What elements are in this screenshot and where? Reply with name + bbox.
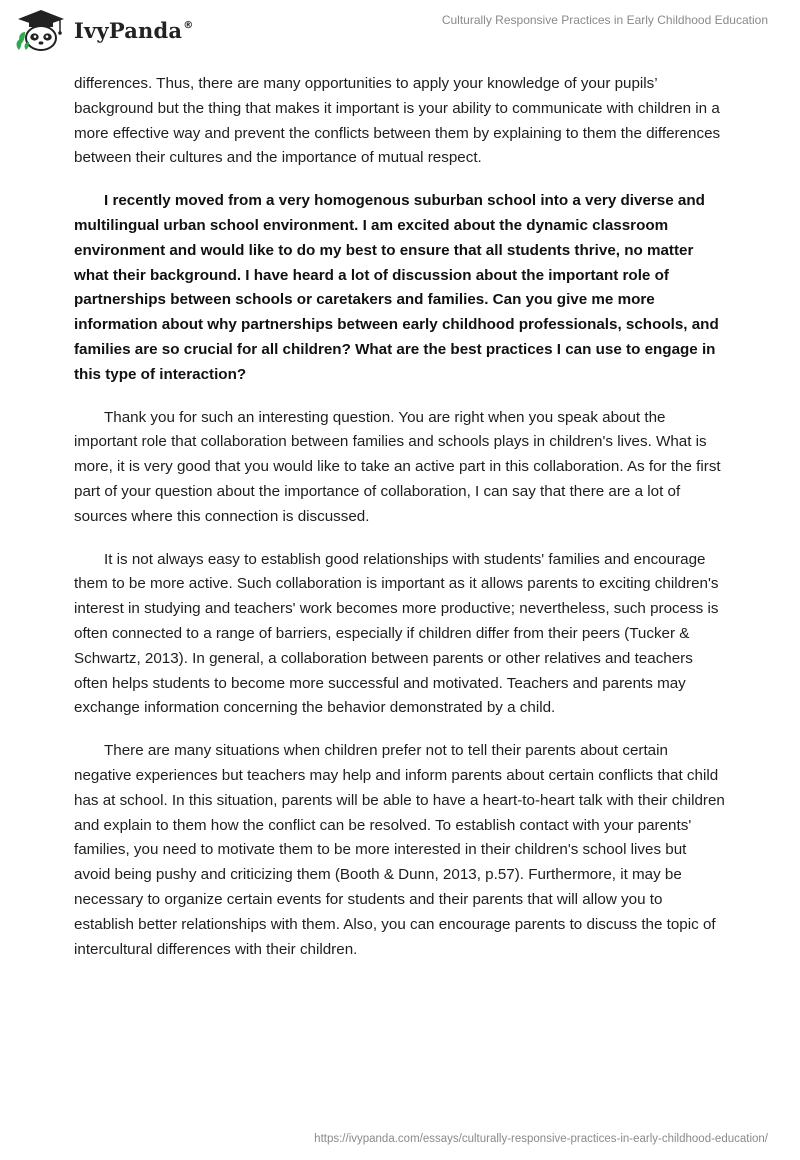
document-title: Culturally Responsive Practices in Early Childhood Education [441,13,768,27]
page-header [0,0,800,60]
paragraph: It is not always easy to establish good relationships with students' families and encourage them to be more active. Such collaboration is important as it allows parents to exciting children's interest in studying and teachers' work becomes more productive; nevertheless, such process is often connected to a range of barriers, especially if children differ from their peers (Tucker & Schwartz, 2013). In general, a collaboration between parents or other relatives and teachers often helps students to become more successful and motivated. Teachers and parents may exchange information concerning the behavior demonstrated by a child. [74,550,719,717]
source-url-link[interactable]: https://ivypanda.com/essays/culturally-responsive-practices-in-early-childhood-education/ [314,1133,768,1145]
brand-name-text: IvyPanda [74,17,183,43]
paragraph: Thank you for such an interesting question. You are right when you speak about the important role that collaboration between families and schools plays in children's lives. What is more, it is very good that you would like to take an active part in this collaboration. As for the first part of your question about the importance of collaboration, I can say that there are a lot of sources where this connection is discussed. [74,408,721,525]
reader-question: I recently moved from a very homogenous suburban school into a very diverse and multilingual urban school environment. I am excited about the dynamic classroom environment and would like to do my best to ensure that all students thrive, no matter what their background. I have heard a lot of discussion about the important role of partnerships between schools or caretakers and families. Can you give me more information about why partnerships between early childhood professionals, schools, and families are so crucial for all children? What are the best practices I can use to engage in this type of interaction? [74,192,719,383]
essay-body [74,72,726,980]
panda-graduate-icon [14,8,68,52]
paragraph: There are many situations when children prefer not to tell their parents about certain negative experiences but teachers may help and inform parents about certain conflicts that child has at school. In this situation, parents will be able to have a heart-to-heart talk with their children and explain to them how the conflict can be resolved. To establish contact with your parents' families, you need to motivate them to be more interested in their children's school lives but avoid being pushy and criticizing them (Booth & Dunn, 2013, p.57). Furthermore, it may be necessary to organize certain events for students and their parents that will allow you to establish better relationships with them. Also, you can encourage parents to discuss the topic of intercultural differences with their children. [74,742,725,958]
registered-mark: ® [183,19,194,31]
brand-name [74,18,193,43]
ivypanda-logo[interactable] [14,8,193,52]
paragraph-continued: differences. Thus, there are many opportunities to apply your knowledge of your pupils’ background but the thing that makes it important is your ability to communicate with children in a more effective way and prevent the conflicts between them by explaining to them the differences between their cultures and the importance of mutual respect. [74,75,721,167]
